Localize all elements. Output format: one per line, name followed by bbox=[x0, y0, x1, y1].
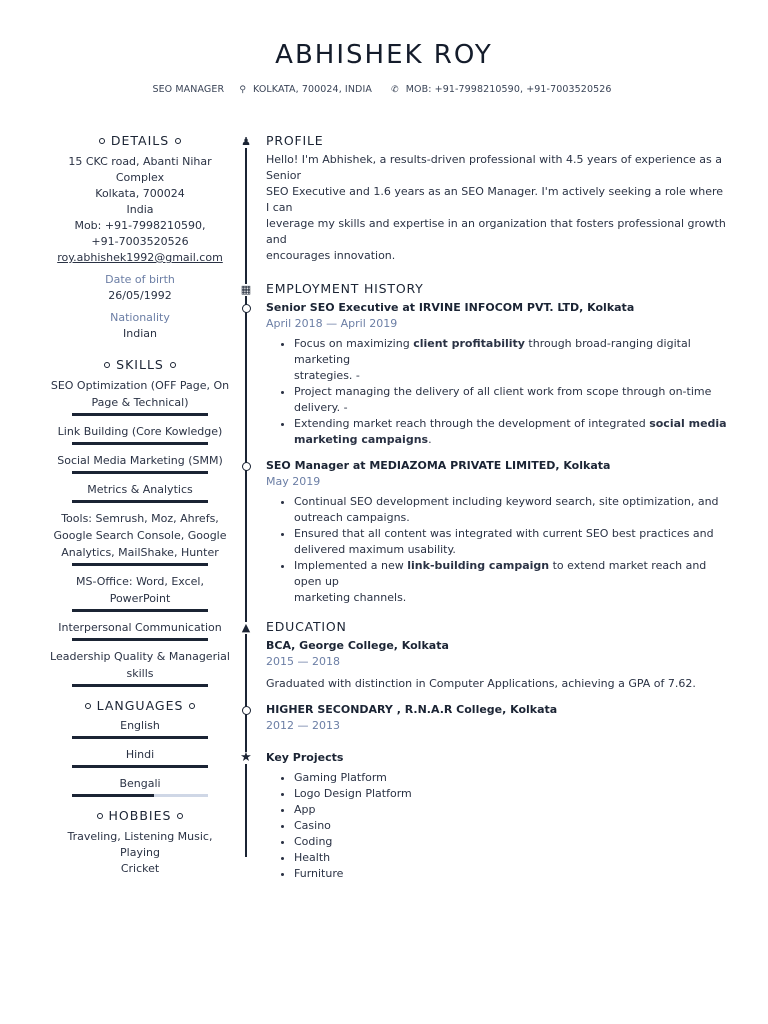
projects-list bbox=[266, 770, 728, 882]
skill-level-bar bbox=[72, 684, 208, 687]
skill-label: Leadership Quality & Managerial bbox=[50, 650, 230, 663]
address-line: Kolkata, 700024 bbox=[95, 187, 185, 200]
jobs-list bbox=[266, 300, 728, 606]
skill-level-bar bbox=[72, 500, 208, 503]
employment-section bbox=[238, 278, 728, 606]
skill-label: Link Building (Core Kowledge) bbox=[57, 425, 223, 438]
skill-level-bar bbox=[72, 563, 208, 566]
location-text: KOLKATA, 700024, INDIA bbox=[253, 84, 372, 95]
job-bullet: • Implemented a new link-building campaign to extend market reach and open up marketing channels. bbox=[294, 558, 728, 606]
details-heading bbox=[48, 130, 232, 152]
skill-label: Page & Technical) bbox=[91, 396, 189, 409]
dob-value: 26/05/1992 bbox=[108, 289, 172, 302]
employment-heading: EMPLOYMENT HISTORY bbox=[266, 281, 424, 296]
job-bullet: • Focus on maximizing client profitability through broad-ranging digital marketing strategies. - bbox=[294, 336, 728, 384]
nationality-value: Indian bbox=[123, 327, 157, 340]
language-level-bar bbox=[72, 765, 208, 768]
address-line: 15 CKC road, Abanti Nihar bbox=[68, 155, 212, 168]
bold-phrase: social media bbox=[649, 417, 727, 430]
profile-section bbox=[238, 130, 728, 264]
timeline-node bbox=[242, 706, 251, 715]
graduation-cap-icon: ▲ bbox=[241, 621, 251, 634]
bullet-ring-icon bbox=[177, 813, 183, 819]
project-item: • Furniture bbox=[294, 866, 728, 882]
profile-line: SEO Executive and 1.6 years as an SEO Manager. I'm actively seeking a role where I can bbox=[266, 185, 724, 214]
skill-label: PowerPoint bbox=[109, 592, 171, 605]
job-entry bbox=[266, 300, 728, 448]
education-title-rest: , R.N.A.R College, Kolkata bbox=[392, 703, 558, 716]
education-entry bbox=[266, 702, 728, 734]
skills-heading-text: SKILLS bbox=[116, 357, 164, 372]
hobbies-heading-text: HOBBIES bbox=[108, 808, 172, 823]
languages-list bbox=[48, 717, 232, 797]
language-level-fill bbox=[72, 794, 154, 797]
skill-label: Metrics & Analytics bbox=[87, 483, 193, 496]
skill-label: Google Search Console, Google bbox=[53, 529, 227, 542]
briefcase-icon: ▦ bbox=[240, 283, 252, 296]
job-bullets bbox=[266, 494, 728, 606]
projects-section bbox=[238, 750, 728, 882]
education-entry bbox=[266, 638, 728, 692]
person-icon: ♟ bbox=[241, 135, 251, 148]
timeline-node bbox=[242, 462, 251, 471]
bullet-ring-icon bbox=[99, 138, 105, 144]
education-title-bold: HIGHER SECONDARY bbox=[266, 703, 393, 716]
job-title: Senior SEO Executive at IRVINE INFOCOM PVT. LTD, Kolkata bbox=[266, 301, 635, 314]
bold-phrase: link-building campaign bbox=[407, 559, 550, 572]
details-heading-text: DETAILS bbox=[110, 133, 170, 148]
profile-line: leverage my skills and expertise in an organization that fosters professional growth and bbox=[266, 217, 726, 246]
job-title: SEO Manager at MEDIAZOMA PRIVATE LIMITED, Kolkata bbox=[266, 459, 611, 472]
skill-label: MS-Office: Word, Excel, bbox=[76, 575, 204, 588]
language-level-bar bbox=[72, 736, 208, 739]
education-desc: Graduated with distinction in Computer Applications, achieving a GPA of 7.62. bbox=[266, 677, 696, 690]
job-entry bbox=[266, 458, 728, 606]
bullet-ring-icon bbox=[189, 703, 195, 709]
job-bullet: • Continual SEO development including keyword search, site optimization, and outreach campaigns. bbox=[294, 494, 728, 526]
skills-heading bbox=[48, 354, 232, 376]
left-column bbox=[48, 130, 232, 877]
email-link[interactable]: roy.abhishek1992@gmail.com bbox=[57, 251, 223, 264]
languages-heading bbox=[48, 695, 232, 717]
language-level-bar bbox=[72, 794, 208, 797]
language-label: English bbox=[120, 719, 160, 732]
bullet-ring-icon bbox=[85, 703, 91, 709]
nationality-label: Nationality bbox=[110, 311, 170, 324]
education-title bbox=[266, 702, 728, 718]
phone-icon: ✆ bbox=[391, 85, 399, 95]
profile-heading: PROFILE bbox=[266, 133, 324, 148]
map-pin-icon: ⚲ bbox=[239, 85, 247, 95]
phone-line: +91-7003520526 bbox=[91, 235, 189, 248]
education-title bbox=[266, 638, 728, 654]
skill-level-bar bbox=[72, 471, 208, 474]
job-bullets bbox=[266, 336, 728, 448]
job-date: May 2019 bbox=[266, 475, 321, 488]
job-bullet: • Extending market reach through the development of integrated social media marketing campaigns. bbox=[294, 416, 728, 448]
bold-phrase: marketing campaigns bbox=[294, 433, 429, 446]
dob-label: Date of birth bbox=[105, 273, 175, 286]
timeline-node bbox=[242, 304, 251, 313]
phone-text: MOB: +91-7998210590, +91-7003520526 bbox=[405, 84, 612, 95]
hobbies-heading bbox=[48, 805, 232, 827]
education-date: 2012 — 2013 bbox=[266, 719, 340, 732]
hobbies-line: Cricket bbox=[120, 862, 160, 875]
hobbies-line: Traveling, Listening Music, Playing bbox=[67, 830, 213, 859]
education-section bbox=[238, 616, 728, 734]
education-title-bold: BCA, George College, Kolkata bbox=[266, 639, 449, 652]
job-bullet: • Ensured that all content was integrated with current SEO best practices and delivered maximum usability. bbox=[294, 526, 728, 558]
projects-heading: Key Projects bbox=[266, 751, 344, 764]
bullet-ring-icon bbox=[97, 813, 103, 819]
address-line: India bbox=[126, 203, 154, 216]
skill-label: SEO Optimization (OFF Page, On bbox=[50, 379, 230, 392]
skill-label: Analytics, MailShake, Hunter bbox=[61, 546, 219, 559]
resume-name: ABHISHEK ROY bbox=[275, 40, 493, 70]
project-item: • App bbox=[294, 802, 728, 818]
phone bbox=[387, 84, 615, 95]
skill-label: Tools: Semrush, Moz, Ahrefs, bbox=[61, 512, 219, 525]
project-item: • Logo Design Platform bbox=[294, 786, 728, 802]
skill-label: Interpersonal Communication bbox=[58, 621, 222, 634]
bullet-ring-icon bbox=[170, 362, 176, 368]
job-date: April 2018 — April 2019 bbox=[266, 317, 398, 330]
skill-level-bar bbox=[72, 638, 208, 641]
bullet-ring-icon bbox=[104, 362, 110, 368]
address-line: Complex bbox=[115, 171, 165, 184]
phone-line: Mob: +91-7998210590, bbox=[74, 219, 206, 232]
skill-label: skills bbox=[126, 667, 154, 680]
skill-level-bar bbox=[72, 609, 208, 612]
project-item: • Casino bbox=[294, 818, 728, 834]
project-item: • Gaming Platform bbox=[294, 770, 728, 786]
skill-level-bar bbox=[72, 442, 208, 445]
skill-level-bar bbox=[72, 413, 208, 416]
star-icon: ★ bbox=[240, 750, 252, 765]
language-label: Hindi bbox=[125, 748, 155, 761]
job-bullet: • Project managing the delivery of all client work from scope through on-time delivery. - bbox=[294, 384, 728, 416]
profile-line: Hello! I'm Abhishek, a results-driven professional with 4.5 years of experience as a Senior bbox=[266, 153, 723, 182]
education-heading: EDUCATION bbox=[266, 619, 347, 634]
contact-line bbox=[0, 84, 768, 95]
education-date: 2015 — 2018 bbox=[266, 655, 340, 668]
language-label: Bengali bbox=[119, 777, 161, 790]
skill-label: Social Media Marketing (SMM) bbox=[57, 454, 223, 467]
profile-line: encourages innovation. bbox=[266, 249, 396, 262]
project-item: • Coding bbox=[294, 834, 728, 850]
skills-list bbox=[48, 377, 232, 687]
right-column bbox=[238, 130, 728, 882]
project-item: • Health bbox=[294, 850, 728, 866]
languages-heading-text: LANGUAGES bbox=[96, 698, 184, 713]
bold-phrase: client profitability bbox=[413, 337, 525, 350]
job-title: SEO MANAGER bbox=[152, 84, 225, 95]
bullet-ring-icon bbox=[175, 138, 181, 144]
location bbox=[235, 84, 376, 95]
